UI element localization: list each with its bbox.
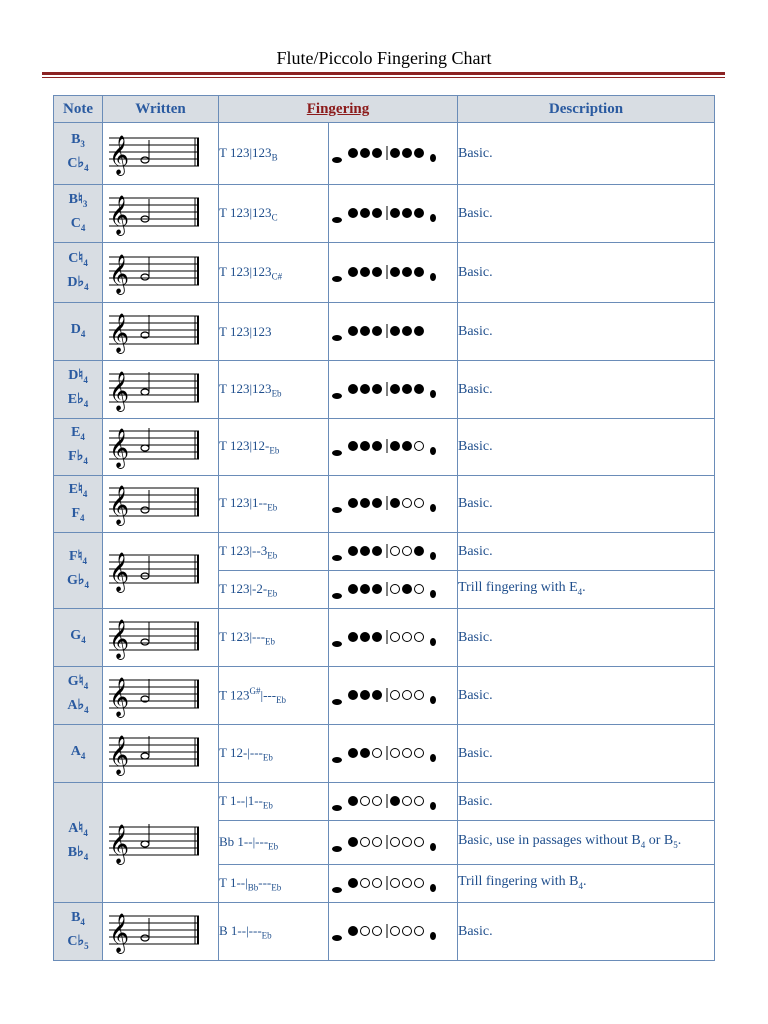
closed-key-icon	[391, 499, 400, 508]
treble-clef-icon: 𝄞	[109, 618, 130, 659]
closed-key-icon	[391, 384, 400, 393]
fingering-code: T $123|12-_{Eb}$	[219, 419, 329, 476]
open-key-icon	[403, 926, 412, 935]
staff-notation	[103, 614, 203, 662]
treble-clef-icon: 𝄞	[109, 312, 130, 353]
staff-notation	[103, 908, 203, 956]
closed-key-icon	[361, 384, 370, 393]
description-cell: Basic.	[458, 361, 715, 419]
description-cell: Basic.	[458, 185, 715, 243]
foot-key-icon	[430, 273, 436, 281]
table-row	[54, 667, 715, 725]
staff-notation	[103, 547, 203, 595]
closed-key-icon	[373, 499, 382, 508]
note-cell: $A♮_4$ $B♭_4$	[54, 783, 103, 903]
written-cell	[103, 303, 219, 361]
note-cell: $E_4$ $F♭_4$	[54, 419, 103, 476]
fingering-diagram	[329, 433, 451, 461]
note-head	[141, 445, 149, 451]
treble-clef-icon: 𝄞	[109, 194, 130, 235]
closed-key-icon	[391, 267, 400, 276]
fingering-code: T $1--|1--_{Eb}$	[219, 783, 329, 821]
closed-key-icon	[349, 148, 358, 157]
table-row	[54, 303, 715, 361]
open-key-icon	[373, 748, 382, 757]
fingering-diagram-cell	[329, 571, 458, 609]
table-row	[54, 783, 715, 821]
closed-key-icon	[391, 442, 400, 451]
open-key-icon	[415, 796, 424, 805]
table-row	[54, 243, 715, 303]
table-row	[54, 185, 715, 243]
written-cell	[103, 903, 219, 961]
closed-key-icon	[349, 326, 358, 335]
closed-key-icon	[373, 267, 382, 276]
description-cell: Basic.	[458, 533, 715, 571]
fingering-code: T 123|123	[219, 303, 329, 361]
open-key-icon	[403, 690, 412, 699]
thumb-key-icon	[332, 699, 342, 705]
note-head	[141, 507, 149, 513]
open-key-icon	[361, 878, 370, 887]
open-key-icon	[391, 584, 400, 593]
open-key-icon	[391, 546, 400, 555]
thumb-key-icon	[332, 450, 342, 456]
title-rule	[42, 72, 725, 75]
open-key-icon	[403, 546, 412, 555]
closed-key-icon	[361, 584, 370, 593]
closed-key-icon	[349, 632, 358, 641]
fingering-diagram-cell	[329, 123, 458, 185]
fingering-code: T $123|123_{Eb}$	[219, 361, 329, 419]
closed-key-icon	[403, 267, 412, 276]
open-key-icon	[403, 632, 412, 641]
header-description: Description	[458, 96, 715, 123]
closed-key-icon	[415, 326, 424, 335]
fingering-diagram	[329, 576, 451, 604]
thumb-key-icon	[332, 555, 342, 561]
fingering-diagram	[329, 200, 451, 228]
open-key-icon	[403, 796, 412, 805]
note-head	[141, 935, 149, 941]
fingering-diagram	[329, 870, 451, 898]
treble-clef-icon: 𝄞	[109, 551, 130, 592]
open-key-icon	[373, 878, 382, 887]
written-cell	[103, 783, 219, 903]
fingering-diagram-cell	[329, 783, 458, 821]
fingering-diagram-cell	[329, 476, 458, 533]
staff-notation	[103, 730, 203, 778]
open-key-icon	[415, 442, 424, 451]
open-key-icon	[391, 632, 400, 641]
closed-key-icon	[349, 267, 358, 276]
thumb-key-icon	[332, 335, 342, 341]
description-cell: Basic.	[458, 903, 715, 961]
treble-clef-icon: 𝄞	[109, 370, 130, 411]
thumb-key-icon	[332, 846, 342, 852]
open-key-icon	[403, 837, 412, 846]
note-head	[141, 274, 149, 280]
table-row	[54, 725, 715, 783]
fingering-diagram	[329, 376, 451, 404]
table-row	[54, 609, 715, 667]
fingering-code: T $123|---_{Eb}$	[219, 609, 329, 667]
open-key-icon	[391, 837, 400, 846]
foot-key-icon	[430, 932, 436, 940]
note-cell: $B_4$ $C♭_5$	[54, 903, 103, 961]
table-row	[54, 903, 715, 961]
fingering-code: T $123|123_{C\#}$	[219, 243, 329, 303]
open-key-icon	[403, 878, 412, 887]
foot-key-icon	[430, 638, 436, 646]
written-cell	[103, 667, 219, 725]
open-key-icon	[403, 748, 412, 757]
thumb-key-icon	[332, 805, 342, 811]
closed-key-icon	[403, 442, 412, 451]
written-cell	[103, 533, 219, 609]
closed-key-icon	[373, 442, 382, 451]
description-cell: Basic.	[458, 123, 715, 185]
fingering-diagram	[329, 259, 451, 287]
staff-notation	[103, 819, 203, 867]
header-written: Written	[103, 96, 219, 123]
description-cell: Basic.	[458, 419, 715, 476]
fingering-diagram-cell	[329, 609, 458, 667]
note-cell: $C♮_4$ $D♭_4$	[54, 243, 103, 303]
foot-key-icon	[430, 754, 436, 762]
closed-key-icon	[373, 384, 382, 393]
closed-key-icon	[361, 148, 370, 157]
title-rule-thin	[42, 77, 725, 78]
foot-key-icon	[430, 154, 436, 162]
closed-key-icon	[403, 148, 412, 157]
fingering-code: T $123|-2-_{Eb}$	[219, 571, 329, 609]
open-key-icon	[391, 748, 400, 757]
foot-key-icon	[430, 390, 436, 398]
foot-key-icon	[430, 802, 436, 810]
description-cell: Basic.	[458, 783, 715, 821]
description-cell: Basic.	[458, 476, 715, 533]
closed-key-icon	[349, 878, 358, 887]
description-cell: Basic, use in passages without $B_4$ or $B_5$.	[458, 821, 715, 865]
staff-notation	[103, 672, 203, 720]
foot-key-icon	[430, 696, 436, 704]
fingering-diagram-cell	[329, 533, 458, 571]
written-cell	[103, 185, 219, 243]
closed-key-icon	[403, 326, 412, 335]
thumb-key-icon	[332, 276, 342, 282]
closed-key-icon	[361, 632, 370, 641]
description-cell: Trill fingering with $B_4$.	[458, 865, 715, 903]
note-head	[141, 841, 149, 847]
note-cell: $B♮_3$ $C_4$	[54, 185, 103, 243]
treble-clef-icon: 𝄞	[109, 134, 130, 175]
closed-key-icon	[361, 546, 370, 555]
closed-key-icon	[373, 632, 382, 641]
header-note: Note	[54, 96, 103, 123]
staff-notation	[103, 130, 203, 178]
note-cell: $B_3$ $C♭_4$	[54, 123, 103, 185]
thumb-key-icon	[332, 157, 342, 163]
closed-key-icon	[391, 796, 400, 805]
closed-key-icon	[361, 748, 370, 757]
fingering-diagram-cell	[329, 361, 458, 419]
treble-clef-icon: 𝄞	[109, 734, 130, 775]
thumb-key-icon	[332, 757, 342, 763]
open-key-icon	[415, 690, 424, 699]
closed-key-icon	[349, 690, 358, 699]
description-cell: Basic.	[458, 243, 715, 303]
open-key-icon	[391, 926, 400, 935]
closed-key-icon	[349, 796, 358, 805]
closed-key-icon	[349, 499, 358, 508]
closed-key-icon	[373, 584, 382, 593]
table-row	[54, 123, 715, 185]
fingering-chart-table	[53, 95, 715, 961]
thumb-key-icon	[332, 393, 342, 399]
closed-key-icon	[391, 326, 400, 335]
thumb-key-icon	[332, 217, 342, 223]
open-key-icon	[361, 796, 370, 805]
closed-key-icon	[349, 926, 358, 935]
open-key-icon	[373, 926, 382, 935]
open-key-icon	[415, 878, 424, 887]
open-key-icon	[391, 878, 400, 887]
foot-key-icon	[430, 214, 436, 222]
closed-key-icon	[349, 837, 358, 846]
open-key-icon	[415, 748, 424, 757]
fingering-diagram	[329, 490, 451, 518]
fingering-diagram	[329, 788, 451, 816]
fingering-diagram-cell	[329, 185, 458, 243]
closed-key-icon	[403, 384, 412, 393]
fingering-diagram	[329, 829, 451, 857]
description-cell: Basic.	[458, 609, 715, 667]
fingering-diagram	[329, 918, 451, 946]
description-cell: Basic.	[458, 303, 715, 361]
fingering-diagram-cell	[329, 303, 458, 361]
treble-clef-icon: 𝄞	[109, 912, 130, 953]
fingering-code: B $1--|---_{Eb}$	[219, 903, 329, 961]
staff-notation	[103, 423, 203, 471]
open-key-icon	[415, 926, 424, 935]
closed-key-icon	[373, 690, 382, 699]
fingering-code: T $123|123_C$	[219, 185, 329, 243]
closed-key-icon	[373, 208, 382, 217]
open-key-icon	[361, 926, 370, 935]
note-cell: $G_4$	[54, 609, 103, 667]
open-key-icon	[391, 690, 400, 699]
closed-key-icon	[361, 499, 370, 508]
note-cell: $D♮_4$ $E♭_4$	[54, 361, 103, 419]
written-cell	[103, 476, 219, 533]
closed-key-icon	[415, 267, 424, 276]
written-cell	[103, 243, 219, 303]
open-key-icon	[415, 499, 424, 508]
fingering-code: T $123^{G\#}|---_{Eb}$	[219, 667, 329, 725]
note-head	[141, 639, 149, 645]
closed-key-icon	[361, 326, 370, 335]
closed-key-icon	[361, 208, 370, 217]
description-cell: Basic.	[458, 725, 715, 783]
fingering-diagram-cell	[329, 419, 458, 476]
foot-key-icon	[430, 884, 436, 892]
closed-key-icon	[391, 208, 400, 217]
foot-key-icon	[430, 504, 436, 512]
fingering-diagram-cell	[329, 725, 458, 783]
thumb-key-icon	[332, 641, 342, 647]
closed-key-icon	[361, 690, 370, 699]
fingering-code: T $123|1--_{Eb}$	[219, 476, 329, 533]
open-key-icon	[415, 837, 424, 846]
treble-clef-icon: 𝄞	[109, 253, 130, 294]
staff-notation	[103, 190, 203, 238]
staff-notation	[103, 249, 203, 297]
closed-key-icon	[349, 384, 358, 393]
written-cell	[103, 123, 219, 185]
fingering-code: T $123|--3_{Eb}$	[219, 533, 329, 571]
written-cell	[103, 419, 219, 476]
fingering-diagram-cell	[329, 821, 458, 865]
closed-key-icon	[349, 546, 358, 555]
closed-key-icon	[349, 208, 358, 217]
foot-key-icon	[430, 590, 436, 598]
closed-key-icon	[373, 148, 382, 157]
closed-key-icon	[391, 148, 400, 157]
note-cell: $D_4$	[54, 303, 103, 361]
closed-key-icon	[403, 208, 412, 217]
fingering-diagram-cell	[329, 903, 458, 961]
thumb-key-icon	[332, 593, 342, 599]
fingering-diagram-cell	[329, 243, 458, 303]
treble-clef-icon: 𝄞	[109, 676, 130, 717]
closed-key-icon	[403, 584, 412, 593]
fingering-code: T $1--|_{Bb}---_{Eb}$	[219, 865, 329, 903]
table-row	[54, 533, 715, 571]
open-key-icon	[361, 837, 370, 846]
fingering-diagram	[329, 140, 451, 168]
fingering-diagram-cell	[329, 667, 458, 725]
closed-key-icon	[415, 148, 424, 157]
open-key-icon	[373, 837, 382, 846]
closed-key-icon	[373, 546, 382, 555]
fingering-diagram	[329, 538, 451, 566]
thumb-key-icon	[332, 507, 342, 513]
treble-clef-icon: 𝄞	[109, 823, 130, 864]
closed-key-icon	[349, 442, 358, 451]
fingering-code: T $12-|---_{Eb}$	[219, 725, 329, 783]
fingering-diagram	[329, 740, 451, 768]
thumb-key-icon	[332, 887, 342, 893]
treble-clef-icon: 𝄞	[109, 428, 130, 468]
written-cell	[103, 725, 219, 783]
table-row	[54, 361, 715, 419]
header-fingering: Fingering	[219, 96, 458, 123]
closed-key-icon	[373, 326, 382, 335]
closed-key-icon	[415, 208, 424, 217]
closed-key-icon	[361, 442, 370, 451]
table-row	[54, 419, 715, 476]
note-head	[141, 157, 149, 163]
page-title: Flute/Piccolo Fingering Chart	[276, 48, 492, 68]
staff-notation	[103, 308, 203, 356]
foot-key-icon	[430, 552, 436, 560]
foot-key-icon	[430, 843, 436, 851]
thumb-key-icon	[332, 935, 342, 941]
written-cell	[103, 609, 219, 667]
closed-key-icon	[349, 748, 358, 757]
note-head	[141, 753, 149, 759]
table-row	[54, 476, 715, 533]
fingering-diagram-cell	[329, 865, 458, 903]
fingering-diagram	[329, 624, 451, 652]
closed-key-icon	[361, 267, 370, 276]
description-cell: Basic.	[458, 667, 715, 725]
fingering-diagram	[329, 318, 451, 346]
written-cell	[103, 361, 219, 419]
note-head	[141, 389, 149, 395]
note-cell: $F♮_4$ $G♭_4$	[54, 533, 103, 609]
closed-key-icon	[415, 384, 424, 393]
treble-clef-icon: 𝄞	[109, 485, 130, 525]
closed-key-icon	[415, 546, 424, 555]
note-cell: $A_4$	[54, 725, 103, 783]
open-key-icon	[403, 499, 412, 508]
header-row	[54, 96, 715, 123]
open-key-icon	[415, 632, 424, 641]
staff-notation	[103, 480, 203, 528]
note-cell: $E♮_4$ $F_4$	[54, 476, 103, 533]
description-cell: Trill fingering with $E_4$.	[458, 571, 715, 609]
foot-key-icon	[430, 447, 436, 455]
note-cell: $G♮_4$ $A♭_4$	[54, 667, 103, 725]
open-key-icon	[415, 584, 424, 593]
open-key-icon	[373, 796, 382, 805]
closed-key-icon	[349, 584, 358, 593]
fingering-code: Bb $1--|---_{Eb}$	[219, 821, 329, 865]
fingering-diagram	[329, 682, 451, 710]
staff-notation	[103, 366, 203, 414]
fingering-code: T $123|123_B$	[219, 123, 329, 185]
